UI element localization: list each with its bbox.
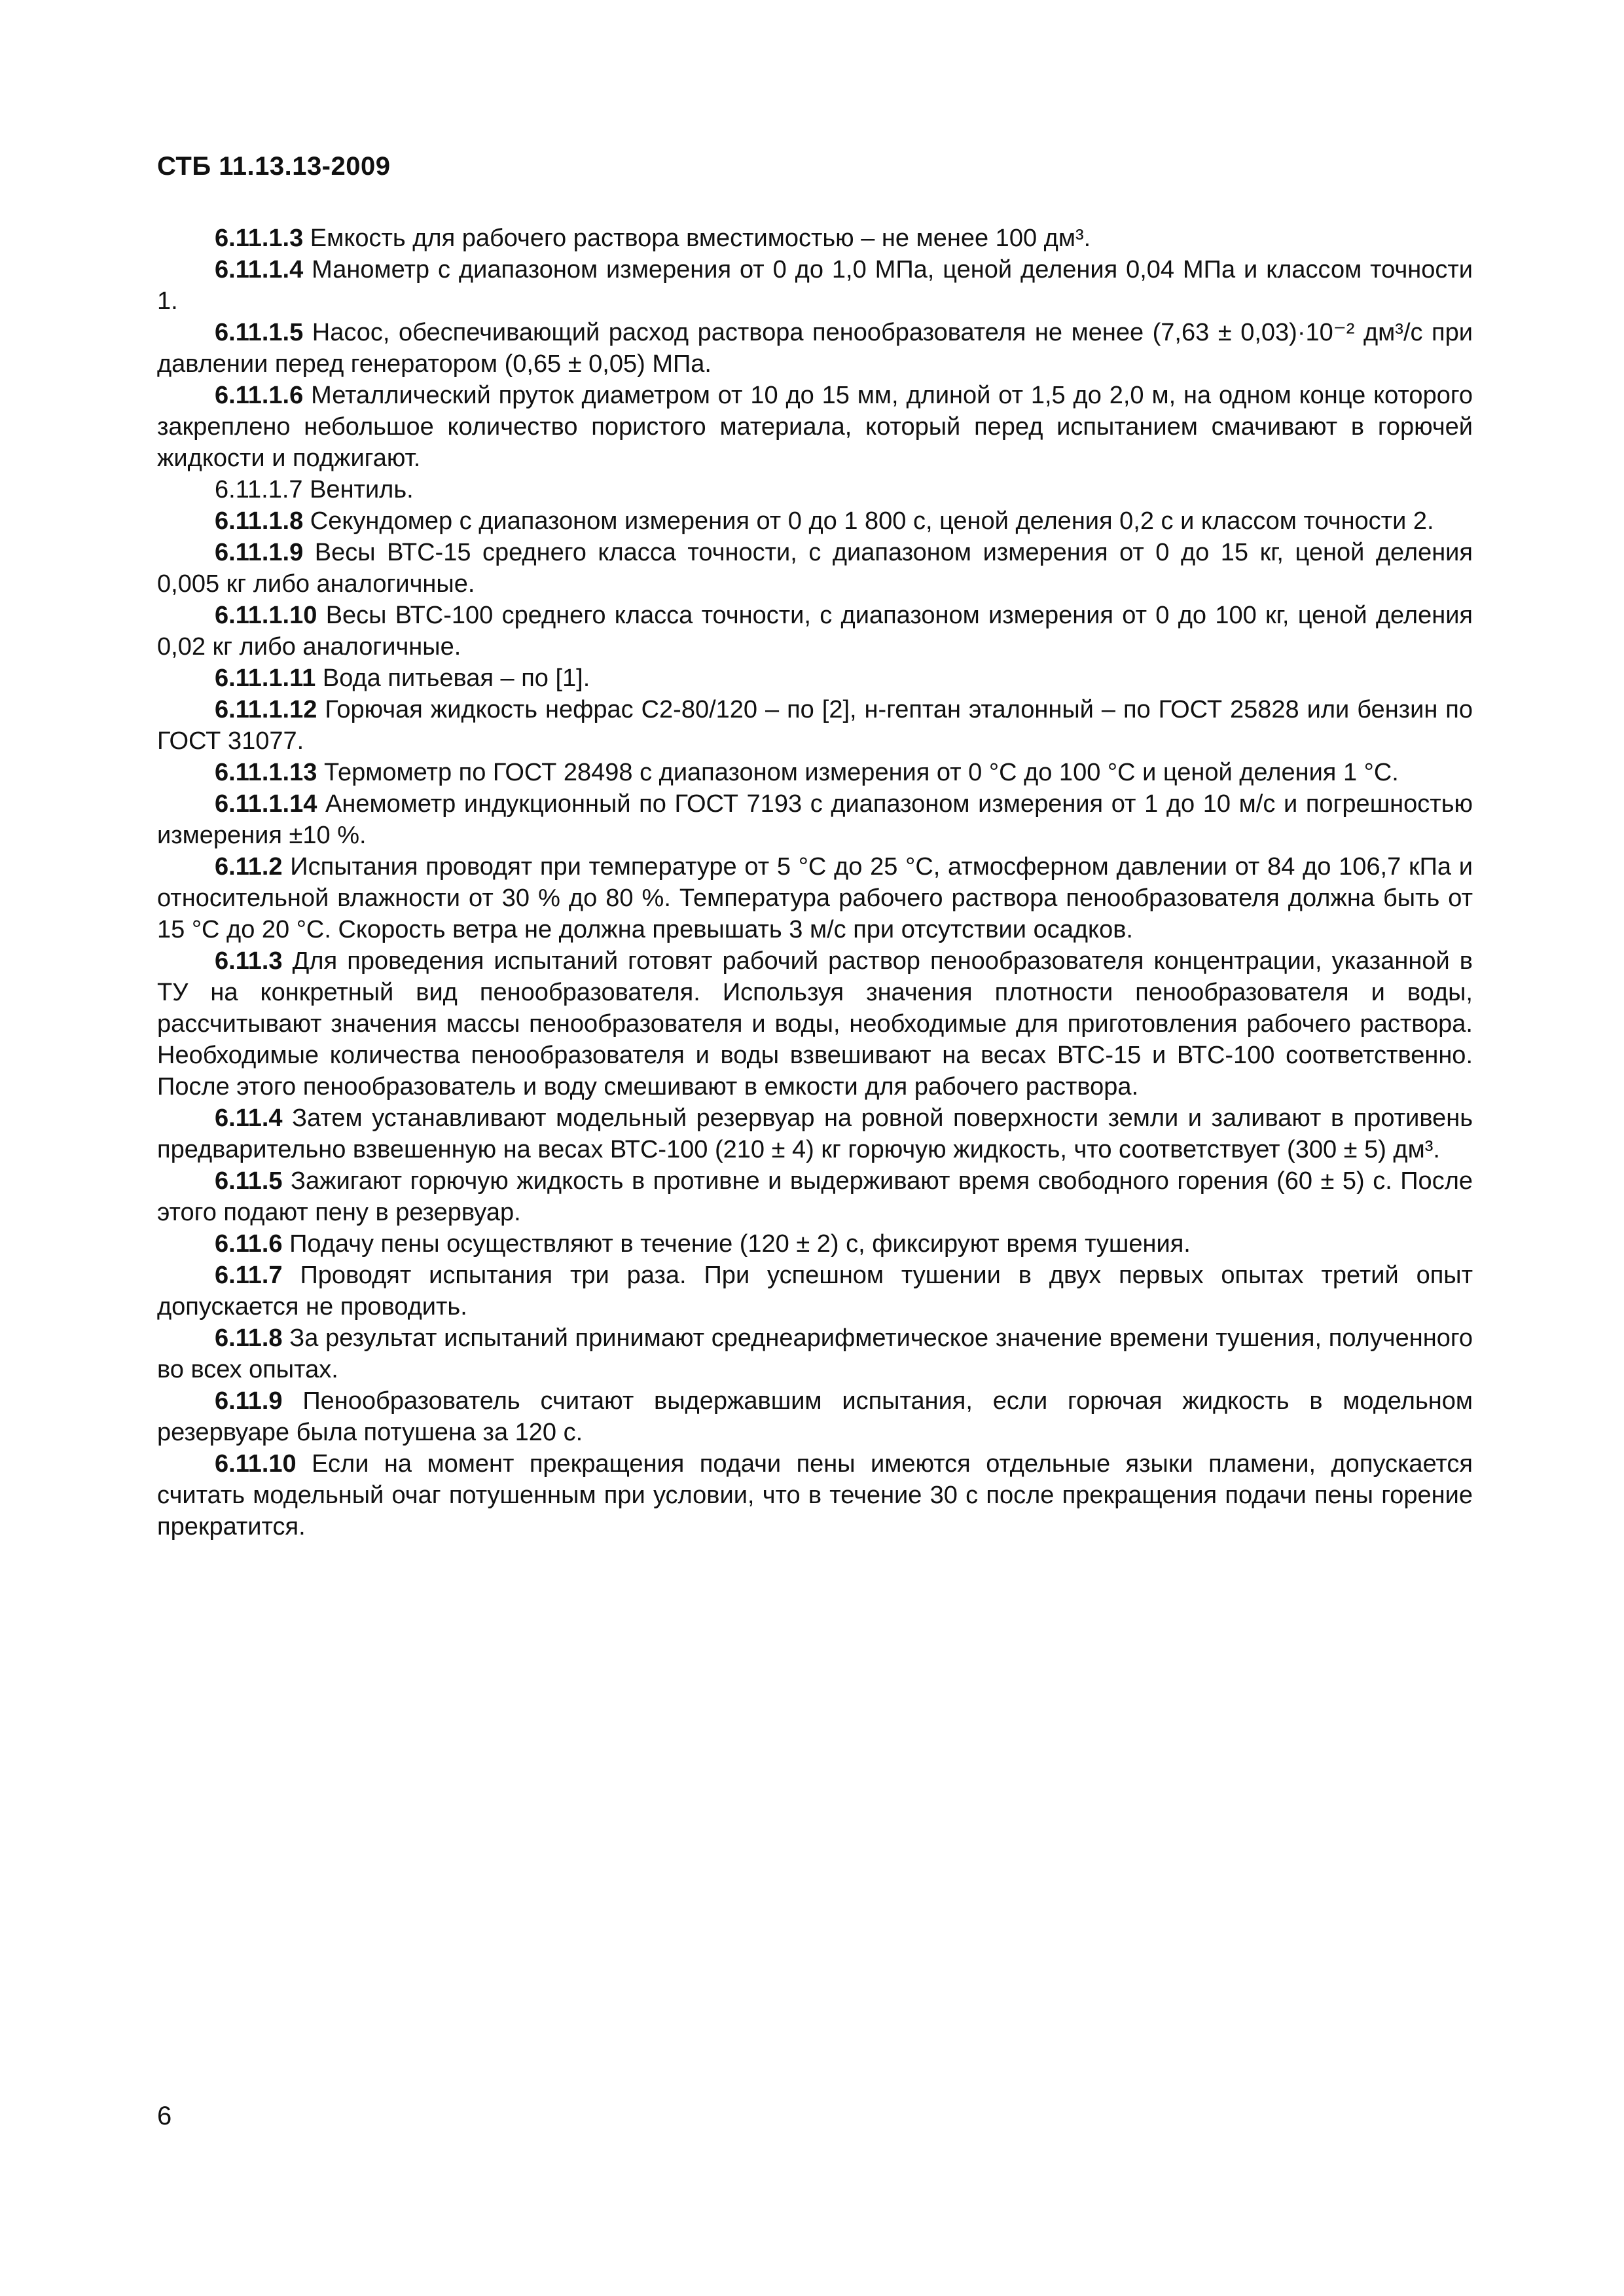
clause-text: Весы ВТС-100 среднего класса точности, с диапазоном измерения от 0 до 100 кг, ценой деления 0,02 кг либо аналогичные. [157, 602, 1473, 661]
paragraph-6-11-2 [157, 851, 1473, 945]
clause-number: 6.11.1.10 [215, 602, 317, 629]
clause-text: Зажигают горючую жидкость в противне и выдерживают время свободного горения (60 ± 5) с. После этого подают пену в резервуар. [157, 1167, 1473, 1226]
clause-text: Подачу пены осуществляют в течение (120 ± 2) с, фиксируют время тушения. [282, 1230, 1191, 1258]
paragraph-6-11-1-9 [157, 537, 1473, 600]
clause-text: Насос, обеспечивающий расход раствора пенообразователя не менее (7,63 ± 0,03)·10⁻² дм³/с при давлении перед генератором (0,65 ± 0,05) МПа. [157, 319, 1473, 378]
clause-number: 6.11.1.6 [215, 382, 304, 409]
clause-text: Пенообразователь считают выдержавшим испытания, если горючая жидкость в модельном резервуаре была потушена за 120 с. [157, 1387, 1473, 1446]
clause-number: 6.11.1.13 [215, 759, 317, 786]
paragraph-6-11-1-7 [157, 474, 1473, 505]
clause-number: 6.11.9 [215, 1387, 283, 1415]
clause-text: Горючая жидкость нефрас С2-80/120 – по [2], н-гептан эталонный – по ГОСТ 25828 или бензин по ГОСТ 31077. [157, 696, 1473, 755]
page-number: 6 [157, 2102, 172, 2130]
clause-number: 6.11.1.8 [215, 507, 304, 535]
document-id-header: СТБ 11.13.13-2009 [157, 152, 391, 181]
paragraph-6-11-3 [157, 945, 1473, 1102]
clause-number: 6.11.1.11 [215, 665, 316, 692]
clause-text: Термометр по ГОСТ 28498 с диапазоном измерения от 0 °С до 100 °С и ценой деления 1 °С. [317, 759, 1399, 786]
clause-number: 6.11.10 [215, 1450, 297, 1478]
clause-number: 6.11.1.12 [215, 696, 317, 723]
paragraph-6-11-1-11 [157, 663, 1473, 694]
clause-number: 6.11.1.14 [215, 790, 317, 818]
clause-number: 6.11.1.5 [215, 319, 304, 346]
paragraph-6-11-1-3 [157, 223, 1473, 254]
clause-number: 6.11.8 [215, 1324, 283, 1352]
paragraph-6-11-1-6 [157, 380, 1473, 474]
paragraph-6-11-9 [157, 1385, 1473, 1448]
clause-number: 6.11.1.3 [215, 225, 304, 252]
clause-text: Емкость для рабочего раствора вместимостью – не менее 100 дм³. [303, 225, 1091, 252]
clause-text: За результат испытаний принимают среднеарифметическое значение времени тушения, полученного во всех опытах. [157, 1324, 1473, 1383]
clause-number: 6.11.3 [215, 947, 283, 975]
clause-text: Секундомер с диапазоном измерения от 0 до 1 800 с, ценой деления 0,2 с и классом точности 2. [303, 507, 1434, 535]
paragraph-6-11-10 [157, 1448, 1473, 1542]
paragraph-6-11-1-13 [157, 757, 1473, 788]
clause-number: 6.11.1.4 [215, 256, 304, 283]
paragraph-6-11-1-5 [157, 317, 1473, 380]
paragraph-6-11-8 [157, 1322, 1473, 1385]
paragraph-6-11-1-8 [157, 505, 1473, 537]
paragraph-6-11-1-10 [157, 600, 1473, 663]
clause-text: Весы ВТС-15 среднего класса точности, с диапазоном измерения от 0 до 15 кг, ценой деления 0,005 кг либо аналогичные. [157, 539, 1473, 598]
clause-text: Затем устанавливают модельный резервуар на ровной поверхности земли и заливают в противень предварительно взвешенную на весах ВТС-100 (210 ± 4) кг горючую жидкость, что соответствует (300 ± 5) дм³. [157, 1104, 1473, 1163]
paragraph-6-11-7 [157, 1260, 1473, 1322]
clause-text: Проводят испытания три раза. При успешном тушении в двух первых опытах третий опыт допускается не проводить. [157, 1262, 1473, 1321]
clause-text: Для проведения испытаний готовят рабочий раствор пенообразователя концентрации, указанной в ТУ на конкретный вид пенообразователя. Используя значения плотности пенообразователя и воды, рассчитывают значения массы пенообразователя и воды, необходимые для приготовления рабочего раствора. Необходимые количества пенообразователя и воды взвешивают на весах ВТС-15 и ВТС-100 соответственно. После этого пенообразователь и воду смешивают в емкости для рабочего раствора. [157, 947, 1473, 1101]
clause-number: 6.11.2 [215, 853, 283, 881]
clause-number: 6.11.4 [215, 1104, 283, 1132]
clause-number: 6.11.1.7 [215, 476, 303, 503]
document-body [157, 223, 1473, 1542]
clause-text: Анемометр индукционный по ГОСТ 7193 с диапазоном измерения от 1 до 10 м/с и погрешностью измерения ±10 %. [157, 790, 1473, 849]
clause-number: 6.11.7 [215, 1262, 283, 1289]
paragraph-6-11-1-12 [157, 694, 1473, 757]
paragraph-6-11-5 [157, 1165, 1473, 1228]
clause-text: Вода питьевая – по [1]. [316, 665, 590, 692]
clause-text: Манометр с диапазоном измерения от 0 до 1,0 МПа, ценой деления 0,04 МПа и классом точности 1. [157, 256, 1473, 315]
clause-text: Металлический пруток диаметром от 10 до 15 мм, длиной от 1,5 до 2,0 м, на одном конце которого закреплено небольшое количество пористого материала, который перед испытанием смачивают в горючей жидкости и поджигают. [157, 382, 1473, 472]
clause-text: Если на момент прекращения подачи пены имеются отдельные языки пламени, допускается считать модельный очаг потушенным при условии, что в течение 30 с после прекращения подачи пены горение прекратится. [157, 1450, 1473, 1540]
paragraph-6-11-1-4 [157, 254, 1473, 317]
clause-text: Вентиль. [302, 476, 414, 503]
clause-number: 6.11.5 [215, 1167, 283, 1195]
paragraph-6-11-4 [157, 1102, 1473, 1165]
paragraph-6-11-6 [157, 1228, 1473, 1260]
paragraph-6-11-1-14 [157, 788, 1473, 851]
clause-text: Испытания проводят при температуре от 5 °С до 25 °С, атмосферном давлении от 84 до 106,7 кПа и относительной влажности от 30 % до 80 %. Температура рабочего раствора пенообразователя должна быть от 15 °С до 20 °С. Скорость ветра не должна превышать 3 м/с при отсутствии осадков. [157, 853, 1473, 943]
clause-number: 6.11.1.9 [215, 539, 304, 566]
clause-number: 6.11.6 [215, 1230, 283, 1258]
